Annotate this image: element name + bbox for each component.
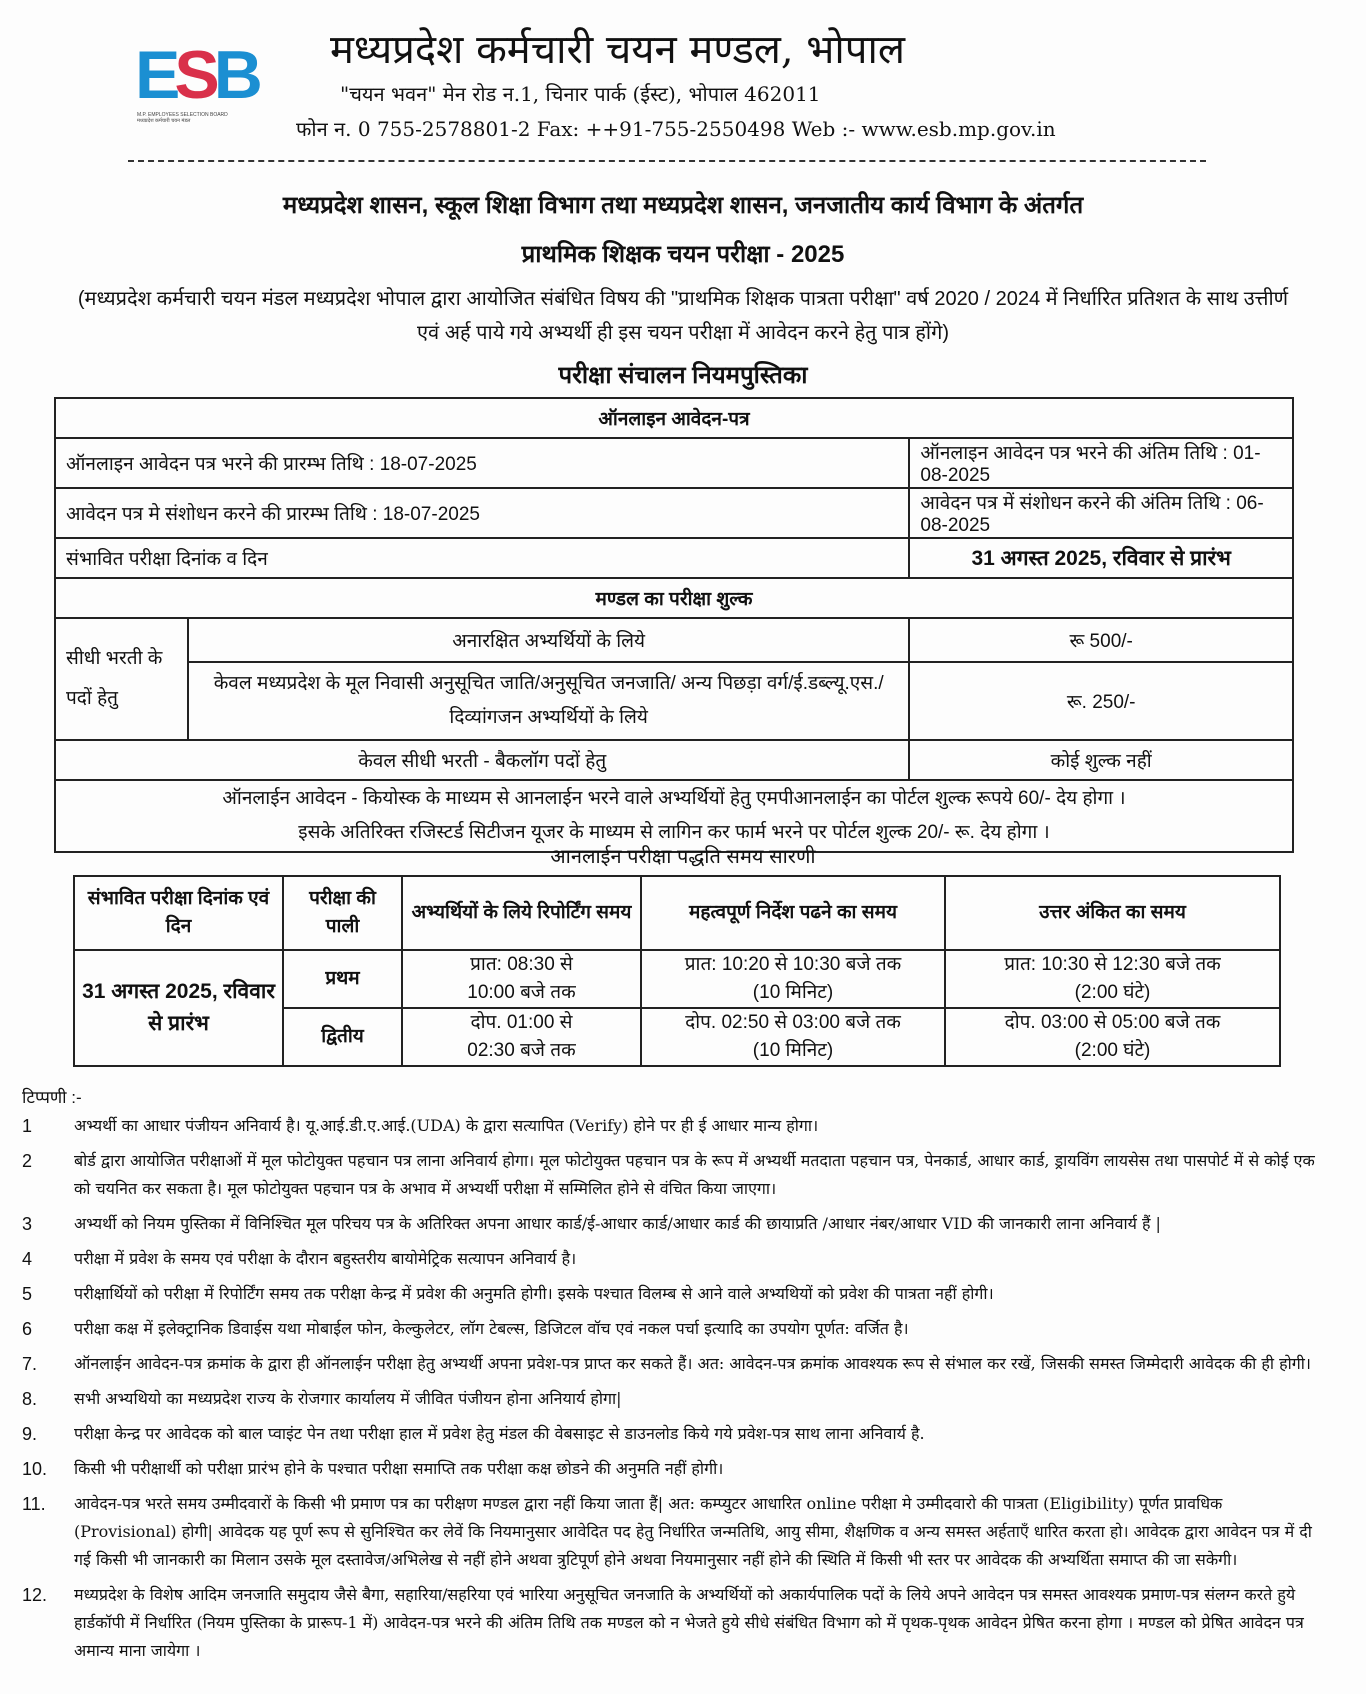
note-text: बोर्ड द्वारा आयोजित परीक्षाओं में मूल फोटोयुक्त पहचान पत्र लाना अनिवार्य होगा। मूल फोटोयुक्त पहचान पत्र के रूप में अभ्यर्थी मतदाता पहचान पत्र, पेनकार्ड, आधार कार्ड, ड्रायविंग लायसेस तथा पासपोर्ट में से कोई एक को चयनित कर सकता है। मूल फोटोयुक्त पहचान पत्र के अभाव में अभ्यर्थी परीक्षा में सम्मिलित होने से वंचित किया जाएगा।	[74, 1151, 1315, 1198]
reporting-time-line: दोप. 01:00 से	[470, 1012, 573, 1033]
note-item	[22, 1581, 1322, 1665]
schedule-header-date: संभावित परीक्षा दिनांक एवं दिन	[74, 876, 283, 950]
note-text: परीक्षार्थियों को परीक्षा में रिपोर्टिंग समय तक परीक्षा केन्द्र में प्रवेश की अनुमति होगी। इसके पश्चात विलम्ब से आने वाले अभ्यथियों को प्रवेश की पात्रता नहीं होगी।	[74, 1284, 994, 1303]
correction-end-label: आवेदन पत्र में संशोधन करने की अंतिम तिथि :	[920, 493, 1231, 514]
answer-duration: (2:00 घंटे)	[1074, 982, 1151, 1003]
rulebook-title: परीक्षा संचालन नियमपुस्तिका	[558, 362, 808, 389]
portal-fee-note-citizen: इसके अतिरिक्त रजिस्टर्ड सिटीजन यूजर के माध्यम से लागिन कर फार्म भरने पर पोर्टल शुल्क 20/- रू. देय होगा ।	[298, 822, 1050, 843]
instruction-time-line: प्रात: 10:20 से 10:30 बजे तक	[684, 954, 902, 975]
application-start-label: ऑनलाइन आवेदन पत्र भरने की प्रारम्भ तिथि :	[66, 454, 375, 475]
table-row	[55, 438, 1293, 488]
notes-label: टिप्पणी :-	[22, 1088, 82, 1107]
note-text: अभ्यर्थी का आधार पंजीयन अनिवार्य है। यू.आई.डी.ए.आई.(UDA) के द्वारा सत्यापित (Verify) होने पर ही ई आधार मान्य होगा।	[74, 1116, 819, 1135]
logo-tagline-hindi: मध्यप्रदेश कर्मचारी चयन मंडल	[137, 118, 191, 124]
note-number: 6	[22, 1319, 33, 1339]
note-number: 11.	[22, 1494, 46, 1514]
portal-fee-note-kiosk: ऑनलाईन आवेदन - कियोस्क के माध्यम से आनलाईन भरने वाले अभ्यर्थियों हेतु एमपीआनलाईन का पोर्टल शुल्क रूपये 60/- देय होगा ।	[222, 788, 1126, 809]
instruction-duration: (10 मिनिट)	[752, 982, 834, 1003]
note-number: 2	[22, 1151, 33, 1171]
note-text: आवेदन-पत्र भरते समय उम्मीदवारों के किसी भी प्रमाण पत्र का परीक्षण मण्डल द्वारा नहीं किया जाता हैं| अत: कम्प्युटर आधारित online परीक्षा मे उम्मीदवारो की पात्रता (Eligibility) पूर्णत प्रावधिक (Provisional) होगी| आवेदक यह पूर्ण रूप से सुनिश्चित कर लेवें कि नियमानुसार आवेदित पद हेतु निर्धारित जन्मतिथि, आयु सीमा, शैक्षणिक व अन्य समस्त अर्हताएँ धारित करता हो। आवेदक द्वारा आवेदन पत्र में दी गई किसी भी जानकारी का मिलान उसके मूल दस्तावेज/अभिलेख से नहीं होने अथवा त्रुटिपूर्ण होने अथवा नियमानुसार नहीं होने की स्थिति में किसी भी स्तर पर आवेदक की अभ्यर्थिता समाप्त की जा सकेगी।	[74, 1494, 1312, 1569]
backlog-amount: कोई शुल्क नहीं	[909, 740, 1293, 780]
exam-title: प्राथमिक शिक्षक चयन परीक्षा - 2025	[521, 241, 845, 268]
esb-logo	[135, 37, 265, 130]
note-item	[22, 1420, 1322, 1448]
note-item	[22, 1385, 1322, 1413]
note-number: 7.	[22, 1354, 38, 1374]
note-item	[22, 1350, 1322, 1378]
direct-recruitment-label: सीधी भरती के पदों हेतु	[55, 618, 188, 740]
fee-amount: रू. 250/-	[909, 662, 1293, 740]
fee-section-title: मण्डल का परीक्षा शुल्क	[55, 578, 1293, 618]
application-end-date: 01-08-2025	[920, 443, 1261, 486]
note-number: 5	[22, 1284, 33, 1304]
application-end-label: ऑनलाइन आवेदन पत्र भरने की अंतिम तिथि :	[920, 443, 1228, 464]
note-item	[22, 1112, 1322, 1140]
shift-name: प्रथम	[283, 950, 402, 1008]
header-divider	[128, 160, 1206, 162]
eligibility-note: (मध्यप्रदेश कर्मचारी चयन मंडल मध्यप्रदेश भोपाल द्वारा आयोजित संबंधित विषय की "प्राथमिक शिक्षक पात्रता परीक्षा" वर्ष 2020 / 2024 में निर्धारित प्रतिशत के साथ उत्तीर्ण एवं अर्ह पाये गये अभ्यर्थी ही इस चयन परीक्षा में आवेदन करने हेतु पात्र होंगे)	[77, 288, 1289, 344]
note-text: अभ्यर्थी को नियम पुस्तिका में विनिश्चित मूल परिचय पत्र के अतिरिक्त अपना आधार कार्ड/ई-आधार कार्ड/आधार कार्ड की छायाप्रति /आधार नंबर/आधार VID की जानकारी लाना अनिवार्य हैं |	[74, 1214, 1161, 1233]
note-number: 4	[22, 1249, 33, 1269]
correction-start-date: 18-07-2025	[382, 504, 480, 525]
schedule-header-instructions: महत्वपूर्ण निर्देश पढने का समय	[641, 876, 945, 950]
table-row	[55, 488, 1293, 538]
note-item	[22, 1490, 1322, 1574]
note-item	[22, 1455, 1322, 1483]
note-number: 9.	[22, 1424, 38, 1444]
note-item	[22, 1315, 1322, 1343]
reporting-time-line: 02:30 बजे तक	[467, 1040, 576, 1061]
table-row	[55, 740, 1293, 780]
application-section-header	[55, 398, 1293, 438]
note-text: परीक्षा कक्ष में इलेक्ट्रानिक डिवाईस यथा मोबाईल फोन, केल्कुलेटर, लॉग टेबल्स, डिजिटल वॉच एवं नकल पर्चा इत्यादि का उपयोग पूर्णत: वर्जित है।	[74, 1319, 909, 1338]
note-text: सभी अभ्यथियो का मध्यप्रदेश राज्य के रोजगार कार्यालय में जीवित पंजीयन होना अनियार्य होगा|	[74, 1389, 622, 1408]
org-title: मध्यप्रदेश कर्मचारी चयन मण्डल, भोपाल	[330, 27, 905, 73]
correction-start-cell	[55, 488, 909, 538]
correction-end-date: 06-08-2025	[920, 493, 1264, 536]
table-row	[74, 950, 1280, 1008]
note-item	[22, 1210, 1322, 1238]
logo-letter-s: S	[174, 37, 214, 113]
correction-end-cell	[909, 488, 1293, 538]
shift-name: द्वितीय	[283, 1008, 402, 1066]
application-section-title: ऑनलाइन आवेदन-पत्र	[55, 398, 1293, 438]
schedule-header-reporting: अभ्यर्थियों के लिये रिपोर्टिंग समय	[402, 876, 641, 950]
department-heading: मध्यप्रदेश शासन, स्कूल शिक्षा विभाग तथा मध्यप्रदेश शासन, जनजातीय कार्य विभाग के अंतर्गत	[282, 192, 1084, 219]
fee-section-header	[55, 578, 1293, 618]
note-text: परीक्षा में प्रवेश के समय एवं परीक्षा के दौरान बहुस्तरीय बायोमेट्रिक सत्यापन अनिवार्य है।	[74, 1249, 577, 1268]
reporting-time-line: प्रात: 08:30 से	[470, 954, 573, 975]
reporting-time	[402, 1008, 641, 1066]
logo-tagline	[137, 112, 228, 124]
correction-start-label: आवेदन पत्र मे संशोधन करने की प्रारम्भ तिथि :	[66, 504, 378, 525]
note-text: किसी भी परीक्षार्थी को परीक्षा प्रारंभ होने के पश्चात परीक्षा समाप्ति तक परीक्षा कक्ष छोडने की अनुमति नहीं होगी।	[74, 1459, 724, 1478]
schedule-table	[73, 875, 1281, 1067]
answer-time	[945, 950, 1280, 1008]
org-contact: फोन न. 0 755-2578801-2 Fax: ++91-755-2550498 Web :- www.esb.mp.gov.in	[296, 117, 1056, 141]
answer-time	[945, 1008, 1280, 1066]
application-end-cell	[909, 438, 1293, 488]
answer-time-line: प्रात: 10:30 से 12:30 बजे तक	[1004, 954, 1221, 975]
schedule-exam-date: 31 अगस्त 2025, रविवार से प्रारंभ	[74, 950, 283, 1066]
notes-list	[22, 1112, 1322, 1672]
application-start-date: 18-07-2025	[379, 454, 477, 475]
note-text: परीक्षा केन्द्र पर आवेदक को बाल प्वाइंट पेन तथा परीक्षा हाल में प्रवेश हेतु मंडल की वेबसाइट से डाउनलोड किये गये प्रवेश-पत्र साथ लाना अनिवार्य है.	[74, 1424, 925, 1443]
application-fee-table	[54, 397, 1294, 853]
schedule-header-answer: उत्तर अंकित का समय	[945, 876, 1280, 950]
instruction-time	[641, 950, 945, 1008]
note-number: 10.	[22, 1459, 48, 1479]
fee-category: अनारक्षित अभ्यर्थियों के लिये	[188, 618, 909, 662]
answer-time-line: दोप. 03:00 से 05:00 बजे तक	[1004, 1012, 1221, 1033]
note-item	[22, 1280, 1322, 1308]
instruction-time-line: दोप. 02:50 से 03:00 बजे तक	[685, 1012, 901, 1033]
schedule-title: आनलाईन परीक्षा पद्धति समय सारणी	[550, 846, 816, 868]
note-item	[22, 1147, 1322, 1203]
answer-duration: (2:00 घंटे)	[1074, 1040, 1151, 1061]
note-number: 8.	[22, 1389, 38, 1409]
schedule-header-shift: परीक्षा की पाली	[283, 876, 402, 950]
logo-letter-e: E	[135, 37, 175, 113]
logo-letter-b: B	[213, 37, 257, 113]
org-address: "चयन भवन" मेन रोड न.1, चिनार पार्क (ईस्ट), भोपाल 462011	[340, 82, 821, 106]
note-text: ऑनलाईन आवेदन-पत्र क्रमांक के द्वारा ही ऑनलाईन परीक्षा हेतु अभ्यर्थी अपना प्रवेश-पत्र प्राप्त कर सकते हैं। अत: आवेदन-पत्र क्रमांक आवश्यक रूप से संभाल कर रखें, जिसकी समस्त जिम्मेदारी आवेदक की ही होगी।	[74, 1354, 1311, 1373]
note-number: 1	[22, 1116, 33, 1136]
table-row	[55, 662, 1293, 740]
fee-category: केवल मध्यप्रदेश के मूल निवासी अनुसूचित जाति/अनुसूचित जनजाति/ अन्य पिछड़ा वर्ग/ई.डब्ल्यू.एस./ दिव्यांगजन अभ्यर्थियों के लिये	[188, 662, 909, 740]
note-number: 12.	[22, 1585, 48, 1605]
exam-date-value: 31 अगस्त 2025, रविवार से प्रारंभ	[909, 538, 1293, 578]
exam-date-label: संभावित परीक्षा दिनांक व दिन	[55, 538, 909, 578]
note-item	[22, 1245, 1322, 1273]
reporting-time-line: 10:00 बजे तक	[467, 982, 576, 1003]
note-number: 3	[22, 1214, 33, 1234]
logo-tagline-english: M.P. EMPLOYEES SELECTION BOARD	[137, 112, 228, 118]
logo-letters	[135, 37, 265, 113]
instruction-time	[641, 1008, 945, 1066]
table-row	[55, 538, 1293, 578]
application-start-cell	[55, 438, 909, 488]
reporting-time	[402, 950, 641, 1008]
instruction-duration: (10 मिनिट)	[752, 1040, 834, 1061]
note-text: मध्यप्रदेश के विशेष आदिम जनजाति समुदाय जैसे बैगा, सहारिया/सहरिया एवं भारिया अनुसूचित जनजाति के अभ्यर्थियों को अकार्यपालिक पदों के लिये अपने आवेदन पत्र समस्त आवश्यक प्रमाण-पत्र संलग्न करते हुये हार्डकॉपी में निर्धारित (नियम पुस्तिका के प्रारूप-1 में) आवेदन-पत्र भरने की अंतिम तिथि तक मण्डल को न भेजते हुये सीधे संबंधित विभाग को में पृथक-पृथक आवेदन प्रेषित करना होगा । मण्डल को प्रेषित आवेदन पत्र अमान्य माना जायेगा ।	[74, 1585, 1304, 1660]
backlog-category: केवल सीधी भरती - बैकलॉग पदों हेतु	[55, 740, 909, 780]
table-row	[55, 618, 1293, 662]
schedule-header-row	[74, 876, 1280, 950]
fee-amount: रू 500/-	[909, 618, 1293, 662]
